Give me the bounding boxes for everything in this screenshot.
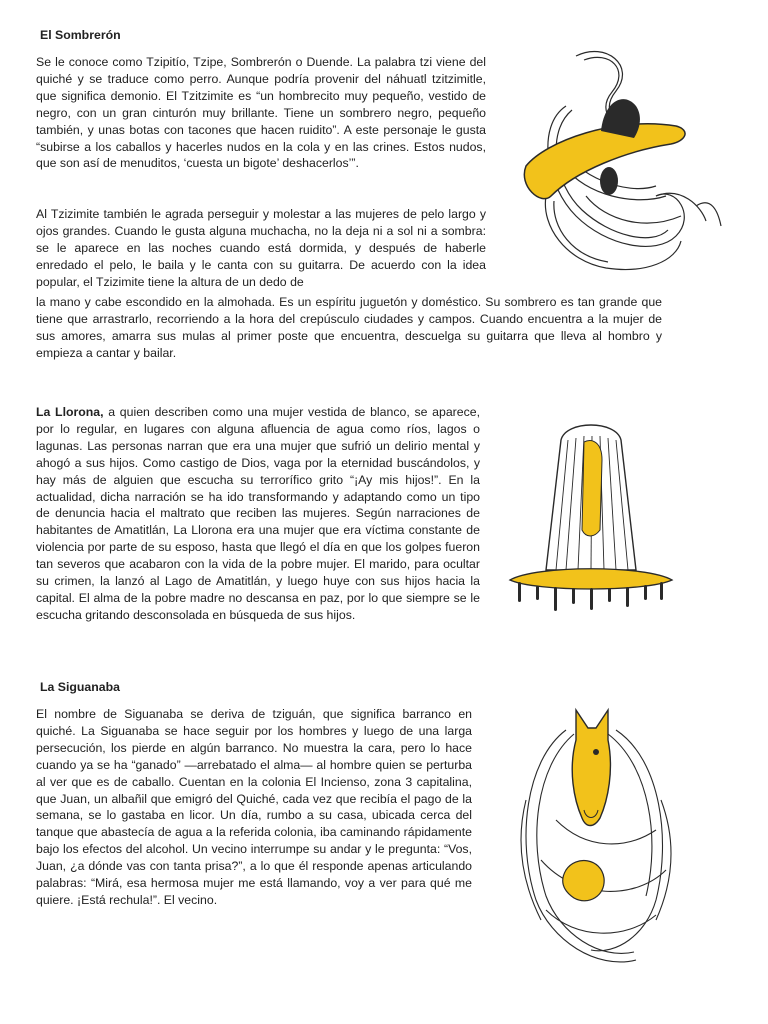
paragraph-siguanaba: El nombre de Siguanaba se deriva de tziguán, que significa barranco en quiché. La Siguanaba se hace seguir por los hombres y luego de una larga persecución, los pierde en algún barranco. No muestra la cara, pero lo hace cuando ya se ha “ganado” —arrebatado el alma— al hombre quien se perturba al ver que es de caballo. Cuentan en la colonia El Incienso, zona 3 capitalina, que Juan, un albañil que emigró del Quiché, cada vez que recibía el pago de la semana, se lo gastaba en licor. Un día, rumbo a su casa, ubicada cerca del tanque que abastecía de agua a la referida colonia, iba caminando rápidamente bajo los efectos del alcohol. Un vecino interrumpe su andar y le pregunta: “Vos, Juan, ¿a dónde vas con tanta prisa?”, a lo que él responde apenas articulando palabras: “Mirá, esa hermosa mujer me está llamando, voy a ver para qué me quiere. ¡Está rechula!”. El vecino.: [36, 707, 472, 907]
sombreron-illustration: [506, 46, 726, 276]
paragraph-sombreron-3: la mano y cabe escondido en la almohada. Es un espíritu juguetón y doméstico. Su sombrero es tan grande que tiene que arrastrarlo, recorriendo a la hora del crepúsculo ciudades y campos. Cuando encuentra a la mujer de sus amores, amarra sus mulas al primer poste que encuentra, descuelga su guitarra que lleva al hombro y empieza a cantar y bailar.: [36, 295, 662, 360]
llorona-illustration: [506, 420, 676, 620]
section-title-llorona: La Llorona,: [36, 405, 104, 419]
paragraph-llorona: [36, 404, 480, 624]
siguanaba-illustration: [496, 700, 686, 980]
section-title-siguanaba: La Siguanaba: [40, 680, 120, 694]
paragraph-sombreron-1: Se le conoce como Tzipitío, Tzipe, Sombrerón o Duende. La palabra tzi viene del quiché y se traduce como perro. Aunque podría provenir del náhuatl tzitzimitle, que significa demonio. El Tzitzimite es “un hombrecito muy pequeño, vestido de negro, con un gran cinturón muy brillante. Tiene un sombrero negro, pequeño también, y unas botas con tacones que hacen ruidito”. A este personaje le gusta “subirse a los caballos y hacerles nudos en la cola y en las crines. Estos nudos, que son así de menuditos, ‘cuesta un bigote’ deshacerlos’”.: [36, 55, 486, 171]
llorona-text: a quien describen como una mujer vestida de blanco, se aparece, por lo regular, en lugares con alguna afluencia de agua como ríos, lagos o lagunas. Las personas narran que era una mujer que sufrió un delirio mental y ahogó a sus hijos. Como castigo de Dios, vaga por la eternidad buscándolos, y hay más de alguien que escucha su terrorífico grito “¡Ay mis hijos!”. En la actualidad, dicha narración se ha ido transformando y adaptando como un tipo de denuncia hacia el maltrato que reciben las mujeres. Según narraciones de habitantes de Amatitlán, La Llorona era una mujer que era víctima constante de violencia por parte de su esposo, hasta que llegó el día en que los golpes fueron tan severos que acabaron con la vida de la pobre mujer. El marido, para ocultar su crimen, la lanzó al Lago de Amatitlán, y luego huye con sus hijos hacia la capital. El alma de la pobre madre no descansa en paz, por lo que siempre se le escucha gritando desconsolada en búsqueda de sus hijos.: [36, 405, 480, 622]
paragraph-sombreron-2: Al Tzizimite también le agrada perseguir y molestar a las mujeres de pelo largo y ojos grandes. Cuando le gusta alguna muchacha, no la deja ni a sol ni a sombra: se le aparece en las noches cuando está dormida, y después de haberle enredado el pelo, le baila y le canta con su guitarra. De acuerdo con la idea popular, el Tzizimite tiene la altura de un dedo de: [36, 207, 486, 289]
section-title-sombreron: El Sombrerón: [40, 28, 121, 42]
